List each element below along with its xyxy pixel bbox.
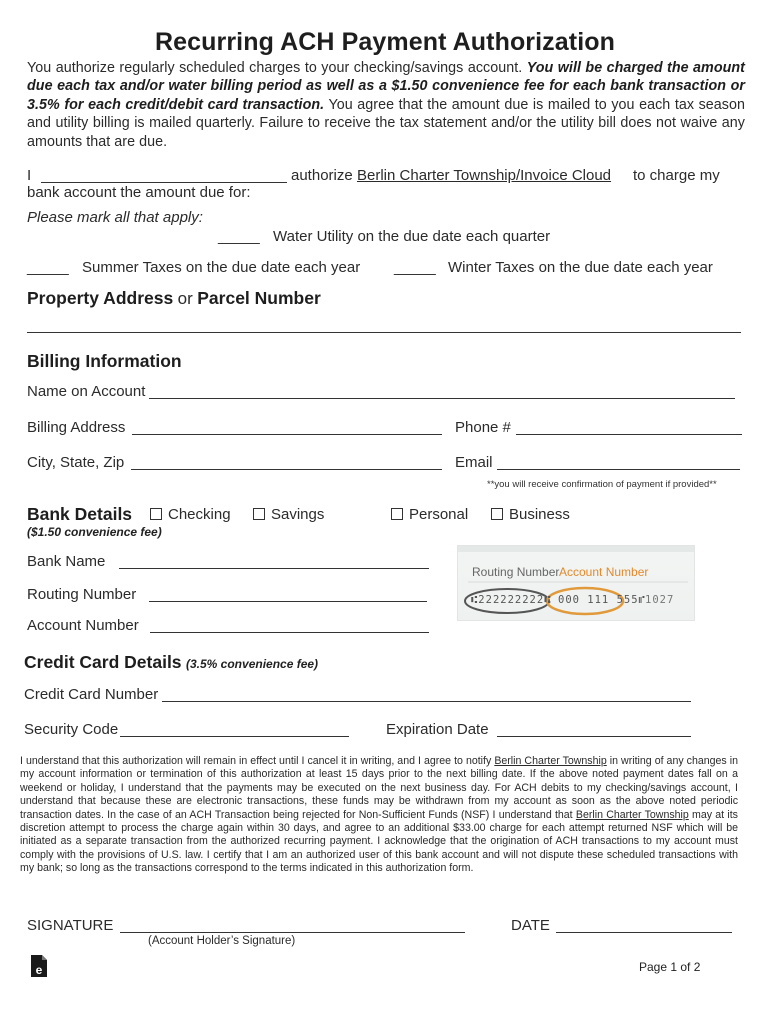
authorize-prefix: I [27, 167, 32, 184]
check-diagram-image [457, 545, 695, 621]
bank-name-label: Bank Name [27, 553, 106, 570]
account-number-line[interactable] [150, 632, 429, 633]
bank-fee-note: ($1.50 convenience fee) [27, 525, 162, 539]
terms-text-3: may at its discretion attempt to process the charge again within 30 days, and agree to an additional $33.00 charge for each attempt returned NSF which will be initiated as a separate transaction from the authorized recurring payment. I acknowledge that the origination of ACH transactions to my account must comply with the provisions of U.S. law. I certify that I am an authorized user of this bank account and will not dispute these scheduled transactions with my bank; so long as the transactions correspond to the terms indicated in this authorization form. [20, 808, 738, 875]
page-title: Recurring ACH Payment Authorization [154, 28, 616, 56]
card-heading: Credit Card Details [24, 652, 182, 672]
savings-option[interactable] [253, 506, 324, 523]
security-code-label: Security Code [24, 721, 119, 738]
billing-address-label: Billing Address [27, 419, 126, 436]
city-state-zip-label: City, State, Zip [27, 454, 125, 471]
terms-paragraph [20, 755, 738, 876]
terms-township-1: Berlin Charter Township [494, 755, 607, 767]
check-routing-digits: ⑆222222222⑆ [471, 594, 552, 606]
city-state-zip-line[interactable] [131, 469, 442, 470]
intro-text-2: You agree that the amount due is mailed to you each tax season and utility billing is mailed quarterly. Failure to receive the tax statement and/or the utility bill does not waive any amounts that are due. [27, 96, 745, 150]
billing-address-line[interactable] [132, 434, 442, 435]
terms-township-2: Berlin Charter Township [575, 808, 689, 821]
signature-line[interactable] [120, 932, 465, 933]
email-confirmation-note: **you will receive confirmation of payment if provided** [487, 479, 717, 490]
intro-text-1: You authorize regularly scheduled charges to your checking/savings account. [27, 60, 523, 76]
account-number-label: Account Number [27, 617, 139, 634]
personal-label: Personal [409, 506, 469, 523]
card-number-line[interactable] [162, 701, 691, 702]
terms-text-2: in writing of any changes in my account information or termination of this authorization at least 15 days prior to the next billing date. If the above noted payment dates fall on a weekend or holiday, I understand that the payments may be executed on the next business day. For ACH debits to my checking/savings account, I understand that because these are electronic transactions, these funds may be withdrawn from my account as soon as the above noted periodic transaction dates. In the case of an ACH Transaction being rejected for Non-Sufficient Funds (NSF) I understand that [20, 755, 738, 821]
card-fee-note: (3.5% convenience fee) [186, 657, 319, 671]
mark-all-instruction: Please mark all that apply: [27, 209, 203, 226]
bank-name-line[interactable] [119, 568, 429, 569]
payee-name: Berlin Charter Township/Invoice Cloud [357, 167, 612, 184]
checking-label: Checking [168, 506, 231, 523]
water-blank[interactable]: _____ [218, 228, 260, 245]
authorize-word: authorize [291, 167, 353, 184]
routing-number-line[interactable] [149, 601, 427, 602]
page-number: Page 1 of 2 [639, 960, 701, 974]
check-number: 1027 [645, 594, 675, 606]
intro-bold-text: You will be charged the amount due each tax and/or water billing period as well as a $1.50 convenience fee for each bank transaction or 3.5% for each credit/debit card transaction. [27, 60, 745, 113]
email-line[interactable] [497, 469, 740, 470]
phone-label: Phone # [455, 419, 511, 436]
routing-number-label: Routing Number [27, 586, 137, 603]
terms-text-1: I understand that this authorization will remain in effect until I cancel it in writing, and I agree to notify [20, 755, 492, 767]
authorize-suffix: to charge my [633, 167, 720, 184]
winter-option: Winter Taxes on the due date each year [448, 259, 713, 276]
authorizer-name-line[interactable] [41, 182, 287, 183]
phone-line[interactable] [516, 434, 742, 435]
summer-blank[interactable]: _____ [27, 259, 69, 276]
check-diagram-svg [458, 546, 695, 621]
billing-heading: Billing Information [27, 351, 182, 371]
expiration-line[interactable] [497, 736, 691, 737]
water-option: Water Utility on the due date each quarter [273, 228, 551, 245]
security-code-line[interactable] [120, 736, 349, 737]
intro-paragraph [27, 59, 745, 151]
personal-checkbox[interactable] [391, 508, 403, 520]
authorize-line2: bank account the amount due for: [27, 184, 251, 201]
checking-option[interactable] [150, 506, 231, 523]
business-checkbox[interactable] [491, 508, 503, 520]
property-heading [27, 288, 321, 309]
document-logo-icon [30, 954, 48, 978]
expiration-label: Expiration Date [386, 721, 489, 738]
check-account-label: Account Number [559, 565, 649, 579]
name-on-account-line[interactable] [149, 398, 735, 399]
business-label: Business [509, 506, 570, 523]
signature-sublabel: (Account Holder’s Signature) [148, 935, 296, 947]
property-address-label: Property Address [27, 288, 174, 308]
parcel-number-label: Parcel Number [197, 288, 321, 308]
bank-heading: Bank Details [27, 504, 133, 524]
summer-option: Summer Taxes on the due date each year [82, 259, 361, 276]
property-or: or [177, 289, 193, 308]
savings-checkbox[interactable] [253, 508, 265, 520]
business-option[interactable] [491, 506, 570, 523]
card-heading-row [24, 652, 318, 673]
savings-label: Savings [271, 506, 325, 523]
check-account-digits: 000 111 555⑈ [558, 594, 646, 606]
date-label: DATE [511, 917, 550, 934]
signature-label: SIGNATURE [27, 917, 114, 934]
name-on-account-label: Name on Account [27, 383, 146, 400]
check-routing-label: Routing Number [472, 565, 560, 579]
email-label: Email [455, 454, 493, 471]
card-number-label: Credit Card Number [24, 686, 159, 703]
property-line[interactable] [27, 332, 741, 333]
checking-checkbox[interactable] [150, 508, 162, 520]
svg-text:e: e [35, 963, 43, 977]
date-line[interactable] [556, 932, 732, 933]
winter-blank[interactable]: _____ [394, 259, 436, 276]
personal-option[interactable] [391, 506, 468, 523]
